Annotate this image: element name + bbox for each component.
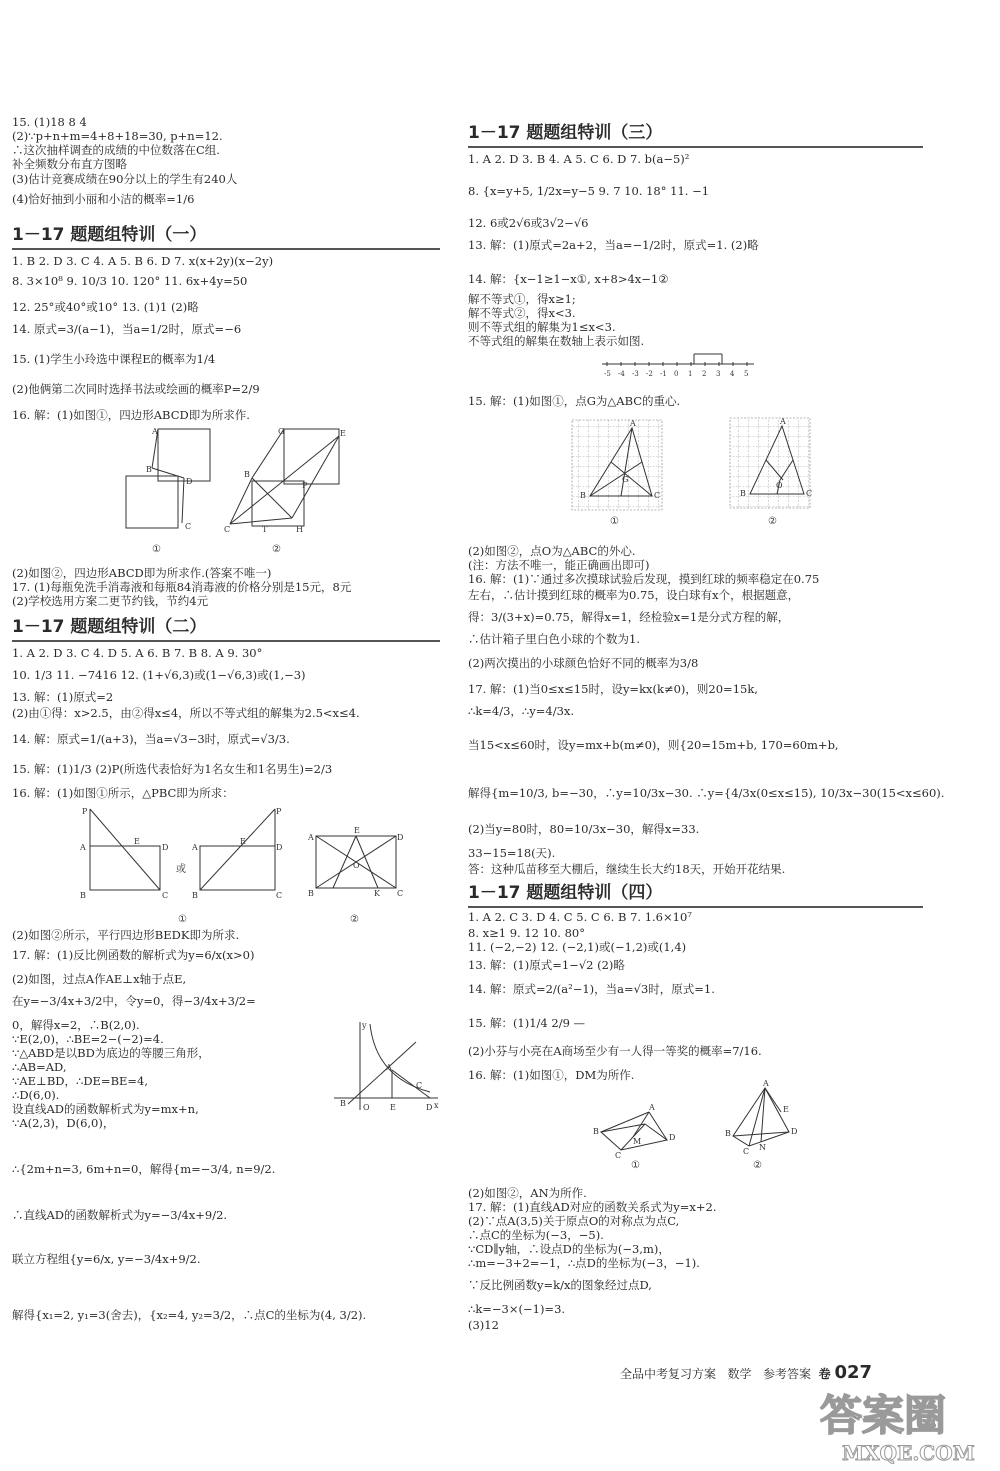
text-line: (2)两次摸出的小球颜色恰好不同的概率为3/8 — [468, 656, 699, 670]
svg-text:D: D — [397, 833, 404, 842]
text-line: 8. {x=y+5, 1/2x=y−5 9. 7 10. 18° 11. −1 — [468, 184, 710, 198]
text-line: 13. 解：(1)原式=2 — [12, 690, 114, 704]
figure-label: ① — [178, 914, 187, 925]
number-line-tick-label: 1 — [688, 370, 693, 378]
text-line: 14. 解：原式=1/(a+3)，当a=√3−3时，原式=√3/3. — [12, 732, 290, 746]
text-line: 14. 解：{x−1≥1−x①, x+8>4x−1② — [468, 272, 669, 286]
text-line: 1. B 2. D 3. C 4. A 5. B 6. D 7. x(x+2y)(x−2y) — [12, 254, 274, 268]
text-line: 13. 解：(1)原式=1−√2 (2)略 — [468, 958, 625, 972]
text-line: 10. 1/3 11. −7416 12. (1+√6,3)或(1−√6,3)或(1,−3) — [12, 668, 306, 682]
text-line: (2)由①得：x>2.5，由②得x≤4，所以不等式组的解集为2.5<x≤4. — [12, 706, 360, 720]
svg-text:A: A — [649, 1103, 655, 1112]
figure-label: ② — [350, 914, 359, 925]
text-line: (2)当y=80时，80=10/3x−30，解得x=33. — [468, 822, 700, 836]
figure-label: ② — [753, 1160, 762, 1171]
text-line: (3)估计竞赛成绩在90分以上的学生有240人 — [12, 172, 238, 186]
grid-triangle-figures — [568, 416, 818, 528]
text-line: 15. (1)18 8 4 — [12, 115, 87, 129]
subject-label: 数学 — [727, 1367, 752, 1381]
number-line-tick-label: -1 — [660, 370, 667, 378]
text-line: (注：方法不唯一，能正确画出即可) — [468, 558, 650, 572]
text-line: 答：这种瓜苗移至大棚后，继续生长大约18天，开始开花结果. — [468, 862, 786, 876]
quadrilateral-figures — [593, 1079, 823, 1171]
text-line: 15. 解：(1)1/3 (2)P(所选代表恰好为1名女生和1名男生)=2/3 — [12, 762, 333, 776]
svg-text:C: C — [185, 522, 192, 531]
svg-text:D: D — [276, 843, 283, 852]
text-line: 16. 解：(1)如图①所示，△PBC即为所求： — [12, 786, 234, 800]
text-line: 补全频数分布直方图略 — [12, 157, 127, 171]
svg-text:B: B — [308, 889, 314, 898]
section-title: 1－17 题题组特训（四） — [468, 878, 923, 908]
text-line: 11. (−2,−2) 12. (−2,1)或(−1,2)或(1,4) — [468, 940, 687, 954]
text-line: 14. 解：原式=2/(a²−1)，当a=√3时，原式=1. — [468, 982, 715, 996]
svg-text:C: C — [416, 1081, 423, 1090]
text-line: 17. (1)每瓶免洗手消毒液和每瓶84消毒液的价格分别是15元，8元 — [12, 580, 352, 594]
figure-label: ② — [272, 544, 281, 555]
text-line: ∴k=−3×(−1)=3. — [468, 1302, 566, 1316]
text-line: 16. 解：(1)∵通过多次摸球试验后发现，摸到红球的频率稳定在0.75 — [468, 572, 820, 586]
number-line-tick-label: 3 — [716, 370, 721, 378]
svg-text:B: B — [146, 465, 152, 474]
svg-text:B: B — [740, 489, 746, 498]
text-line: ∴D(6,0). — [12, 1088, 60, 1102]
svg-text:x: x — [434, 1101, 439, 1110]
triangle-parallelogram-figures — [78, 806, 404, 926]
text-line: 得：3/(3+x)=0.75，解得x=1，经检验x=1是分式方程的解， — [468, 610, 790, 624]
section-title: 1－17 题题组特训（三） — [468, 118, 923, 148]
section-title: 1－17 题题组特训（一） — [12, 220, 440, 250]
svg-text:B: B — [580, 491, 586, 500]
volume-label: 卷 — [818, 1367, 831, 1381]
text-line: 解得{m=10/3, b=−30，∴y=10/3x−30. ∴y={4/3x(0≤x≤15), 10/3x−30(15<x≤60). — [468, 786, 945, 800]
square-construction-figures — [112, 426, 346, 556]
text-line: (2)∵p+n+m=4+8+18=30, p+n=12. — [12, 129, 223, 143]
text-line: ∵A(2,3)，D(6,0)， — [12, 1116, 115, 1130]
text-line: 15. (1)学生小玲选中课程E的概率为1/4 — [12, 352, 216, 366]
svg-text:D: D — [791, 1127, 798, 1136]
text-line: (2)如图，过点A作AE⊥x轴于点E, — [12, 972, 187, 986]
svg-text:P: P — [302, 481, 308, 490]
text-line: ∴估计箱子里白色小球的个数为1. — [468, 632, 640, 646]
svg-text:O: O — [363, 1103, 370, 1112]
number-line-tick-label: 2 — [702, 370, 707, 378]
svg-text:A: A — [80, 843, 86, 852]
text-line: 17. 解：(1)反比例函数的解析式为y=6/x(x>0) — [12, 948, 255, 962]
svg-text:E: E — [390, 1103, 396, 1112]
svg-text:A: A — [308, 833, 314, 842]
text-line: 13. 解：(1)原式=2a+2，当a=−1/2时，原式=1. (2)略 — [468, 238, 759, 252]
svg-text:C: C — [162, 891, 169, 900]
text-line: 1. A 2. C 3. D 4. C 5. C 6. B 7. 1.6×10⁷ — [468, 910, 692, 924]
svg-text:D: D — [186, 477, 193, 486]
svg-text:G: G — [278, 427, 285, 436]
svg-text:N: N — [759, 1143, 766, 1152]
svg-text:B: B — [725, 1129, 731, 1138]
svg-text:B: B — [244, 470, 250, 479]
number-line-tick-label: -3 — [632, 370, 639, 378]
text-line: 14. 原式=3/(a−1)，当a=1/2时，原式=−6 — [12, 322, 242, 336]
text-line: ∵△ABD是以BD为底边的等腰三角形， — [12, 1046, 210, 1060]
text-line: (2)如图②所示，平行四边形BEDK即为所求. — [12, 928, 240, 942]
text-line: ∵AE⊥BD，∴DE=BE=4, — [12, 1074, 149, 1088]
text-line: 解不等式①，得x≥1; — [468, 292, 576, 306]
text-line: 不等式组的解集在数轴上表示如图. — [468, 334, 645, 348]
svg-text:y: y — [362, 1021, 367, 1030]
text-line: (2)如图②，点O为△ABC的外心. — [468, 544, 636, 558]
text-line: 17. 解：(1)直线AD对应的函数关系式为y=x+2. — [468, 1200, 717, 1214]
text-line: (2)如图②，AN为所作. — [468, 1186, 587, 1200]
svg-text:B: B — [192, 891, 198, 900]
text-line: 左右，∴估计摸到红球的概率为0.75，设白球有x个，根据题意， — [468, 588, 800, 602]
text-line: 12. 6或2√6或3√2−√6 — [468, 216, 589, 230]
svg-text:D: D — [426, 1103, 433, 1112]
text-line: (2)如图②，四边形ABCD即为所求作.(答案不唯一) — [12, 566, 272, 580]
svg-text:B: B — [593, 1127, 599, 1136]
svg-text:M: M — [633, 1137, 642, 1146]
svg-text:C: C — [743, 1147, 750, 1156]
text-line: ∴k=4/3，∴y=4/3x. — [468, 704, 575, 718]
text-line: 1. A 2. D 3. B 4. A 5. C 6. D 7. b(a−5)² — [468, 152, 690, 166]
text-line: ∴{2m+n=3, 6m+n=0，解得{m=−3/4, n=9/2. — [12, 1162, 276, 1176]
svg-text:T: T — [262, 525, 268, 534]
svg-text:B: B — [340, 1099, 346, 1108]
text-line: 解不等式②，得x<3. — [468, 306, 576, 320]
svg-text:A: A — [386, 1063, 392, 1072]
text-line: (2)学校选用方案二更节约钱，节约4元 — [12, 594, 209, 608]
svg-text:D: D — [162, 843, 169, 852]
text-line: 8. x≥1 9. 12 10. 80° — [468, 926, 585, 940]
text-line: 15. 解：(1)1/4 2/9 — — [468, 1016, 586, 1030]
svg-text:A: A — [763, 1079, 769, 1088]
text-line: 当15<x≤60时，设y=mx+b(m≠0)，则{20=15m+b, 170=60m+b, — [468, 738, 839, 752]
text-line: (3)12 — [468, 1318, 499, 1332]
number-line-tick-label: -5 — [604, 370, 611, 378]
svg-text:E: E — [134, 837, 140, 846]
text-line: 在y=−3/4x+3/2中，令y=0，得−3/4x+3/2= — [12, 994, 256, 1008]
page-number: 027 — [834, 1362, 873, 1383]
svg-text:E: E — [354, 826, 360, 835]
text-line: 16. 解：(1)如图①，四边形ABCD即为所求作. — [12, 408, 250, 422]
text-line: 12. 25°或40°或10° 13. (1)1 (2)略 — [12, 300, 199, 314]
svg-text:B: B — [80, 891, 86, 900]
text-line: 则不等式组的解集为1≤x<3. — [468, 320, 616, 334]
section-title: 1－17 题题组特训（二） — [12, 612, 440, 642]
svg-text:H: H — [296, 525, 303, 534]
svg-text:P: P — [276, 807, 282, 816]
text-line: 联立方程组{y=6/x, y=−3/4x+9/2. — [12, 1252, 201, 1266]
text-line: ∴AB=AD, — [12, 1060, 67, 1074]
svg-text:K: K — [374, 889, 380, 898]
svg-text:G: G — [622, 475, 629, 484]
text-line: 15. 解：(1)如图①，点G为△ABC的重心. — [468, 394, 681, 408]
svg-text:C: C — [806, 489, 813, 498]
book-title: 全品中考复习方案 — [620, 1367, 717, 1381]
svg-text:C: C — [397, 889, 404, 898]
text-line: 0，解得x=2，∴B(2,0). — [12, 1018, 140, 1032]
text-line: 16. 解：(1)如图①，DM为所作. — [468, 1068, 635, 1082]
text-line: 33−15=18(天). — [468, 846, 556, 860]
svg-text:D: D — [669, 1133, 676, 1142]
text-line: (2)他俩第二次同时选择书法或绘画的概率P=2/9 — [12, 382, 260, 396]
svg-text:P: P — [82, 807, 88, 816]
text-line: ∴m=−3+2=−1，∴点D的坐标为(−3，−1). — [468, 1256, 700, 1270]
number-line-tick-label: -4 — [618, 370, 625, 378]
text-line: ∴直线AD的函数解析式为y=−3/4x+9/2. — [12, 1208, 228, 1222]
svg-text:A: A — [192, 843, 198, 852]
svg-text:E: E — [783, 1105, 789, 1114]
or-label: 或 — [176, 864, 186, 875]
svg-text:C: C — [224, 525, 231, 534]
text-line: (4)恰好抽到小丽和小洁的概率=1/6 — [12, 192, 195, 206]
svg-text:A: A — [630, 419, 636, 428]
svg-text:A: A — [152, 427, 158, 436]
hyperbola-graph — [330, 1018, 442, 1114]
svg-text:A: A — [780, 417, 786, 426]
text-line: ∴这次抽样调查的成绩的中位数落在C组. — [12, 143, 220, 157]
number-line — [598, 350, 758, 380]
svg-text:O: O — [776, 481, 783, 490]
figure-label: ① — [610, 516, 619, 527]
watermark-url: MXQE.COM — [842, 1441, 975, 1465]
svg-text:E: E — [240, 837, 246, 846]
watermark-logo — [812, 1372, 992, 1467]
text-line: 设直线AD的函数解析式为y=mx+n, — [12, 1102, 199, 1116]
svg-text:O: O — [353, 861, 360, 870]
watermark-text: 答案圈 — [820, 1391, 947, 1440]
text-line: 解得{x₁=2, y₁=3(舍去)，{x₂=4, y₂=3/2，∴点C的坐标为(4, 3/2). — [12, 1308, 367, 1322]
svg-text:E: E — [340, 429, 346, 438]
answer-label: 参考答案 — [762, 1367, 811, 1381]
text-line: ∵反比例函数y=k/x的图象经过点D, — [468, 1278, 652, 1292]
svg-text:C: C — [654, 491, 661, 500]
text-line: 1. A 2. D 3. C 4. D 5. A 6. B 7. B 8. A 9. 30° — [12, 646, 263, 660]
text-line: ∵CD∥y轴，∴设点D的坐标为(−3,m)， — [468, 1242, 670, 1256]
number-line-tick-label: -2 — [646, 370, 653, 378]
svg-text:C: C — [276, 891, 283, 900]
text-line: (2)∵点A(3,5)关于原点O的对称点为点C, — [468, 1214, 680, 1228]
text-line: ∴点C的坐标为(−3，−5). — [468, 1228, 604, 1242]
figure-label: ① — [631, 1160, 640, 1171]
number-line-tick-label: 0 — [674, 370, 679, 378]
text-line: 17. 解：(1)当0≤x≤15时，设y=kx(k≠0)，则20=15k, — [468, 682, 758, 696]
figure-label: ① — [152, 544, 161, 555]
number-line-tick-label: 5 — [744, 370, 749, 378]
text-line: (2)小芬与小亮在A商场至少有一人得一等奖的概率=7/16. — [468, 1044, 762, 1058]
figure-label: ② — [768, 516, 777, 527]
text-line: ∵E(2,0)，∴BE=2−(−2)=4. — [12, 1032, 164, 1046]
svg-text:C: C — [615, 1151, 622, 1160]
text-line: 8. 3×10⁸ 9. 10/3 10. 120° 11. 6x+4y=50 — [12, 274, 248, 288]
number-line-tick-label: 4 — [730, 370, 735, 378]
